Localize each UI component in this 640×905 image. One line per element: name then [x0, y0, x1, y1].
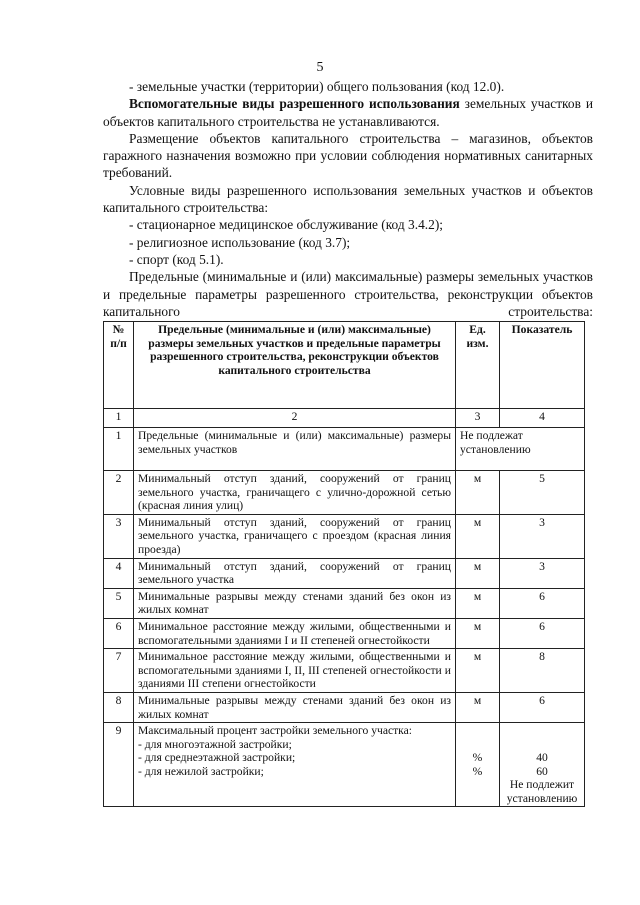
- row-unit: м: [456, 558, 500, 588]
- table-row: [104, 723, 585, 807]
- sub-item-label: - для многоэтажной застройки;: [138, 737, 292, 751]
- row-parameter: Предельные (минимальные и (или) максимальные) размеры земельных участков: [134, 428, 456, 471]
- row-merged-value: Не подлежат установлению: [456, 428, 585, 471]
- row-value: 6: [500, 618, 585, 648]
- column-number: 2: [134, 409, 456, 428]
- row-value: 8: [500, 649, 585, 693]
- column-number-row: [104, 409, 585, 428]
- row-parameter: Минимальный отступ зданий, сооружений от границ земельного участка, граничащего с проездом (красная линия проезда): [134, 514, 456, 558]
- sub-item-value: 60: [536, 764, 548, 778]
- auxiliary-uses-heading: Вспомогательные виды разрешенного использования: [129, 96, 460, 112]
- paragraph-conditional-uses: Условные виды разрешенного использования земельных участков и объектов капитального строительства:: [103, 182, 593, 216]
- table-row: [104, 558, 585, 588]
- row-parameter: Минимальный отступ зданий, сооружений от границ земельного участка: [134, 558, 456, 588]
- row-parameter: Минимальный отступ зданий, сооружений от границ земельного участка, граничащего с улично-дорожной сетью (красная линия улиц): [134, 471, 456, 515]
- table-row: [104, 588, 585, 618]
- row-number: 7: [104, 649, 134, 693]
- auxiliary-uses-text: земельных участков и объектов капитального строительства не устанавливаются.: [103, 96, 593, 129]
- body-text: [103, 78, 593, 320]
- row-unit: м: [456, 618, 500, 648]
- row-parameter: Минимальные разрывы между стенами зданий без окон из жилых комнат: [134, 692, 456, 722]
- table-row: [104, 428, 585, 471]
- column-number: 1: [104, 409, 134, 428]
- table-row: [104, 649, 585, 693]
- row-value: 3: [500, 558, 585, 588]
- row-number: 9: [104, 723, 134, 807]
- sub-item-value: 40: [536, 751, 548, 765]
- parameters-table: [103, 321, 585, 807]
- paragraph-auxiliary-uses: [103, 95, 593, 130]
- list-item-sport: - спорт (код 5.1).: [129, 251, 224, 267]
- row-number: 4: [104, 558, 134, 588]
- row-parameter: Минимальное расстояние между жилыми, общественными и вспомогательными зданиями I, II, III степеней огнестойкости и зданиями III степени огнестойкости: [134, 649, 456, 693]
- list-item-religious: - религиозное использование (код 3.7);: [129, 234, 351, 250]
- table-header-row: [104, 322, 585, 409]
- row-unit: м: [456, 588, 500, 618]
- list-item-medical: - стационарное медицинское обслуживание (код 3.4.2);: [129, 217, 443, 233]
- paragraph-public-land: - земельные участки (территории) общего пользования (код 12.0).: [129, 79, 505, 94]
- header-number: № п/п: [104, 322, 134, 409]
- row-unit: м: [456, 514, 500, 558]
- row-parameter: [134, 723, 456, 807]
- row-number: 2: [104, 471, 134, 515]
- sub-item-unit: %: [472, 764, 483, 778]
- row-number: 8: [104, 692, 134, 722]
- page-number: 5: [316, 60, 324, 75]
- sub-item-label: - для нежилой застройки;: [138, 764, 264, 778]
- row-number: 3: [104, 514, 134, 558]
- row-value: 5: [500, 471, 585, 515]
- column-number: 4: [500, 409, 585, 428]
- paragraph-limits-intro: Предельные (минимальные и (или) максимальные) размеры земельных участков и предельные параметры разрешенного строительства, реконструкции объектов капитального строительства:: [103, 269, 593, 319]
- sub-item-label: - для среднеэтажной застройки;: [138, 751, 296, 765]
- sub-item-value: Не подлежит установлению: [506, 778, 578, 805]
- table-row: [104, 471, 585, 515]
- header-value: Показатель: [500, 322, 585, 409]
- row-parameter: Минимальное расстояние между жилыми, общественными и вспомогательными зданиями I и II степеней огнестойкости: [134, 618, 456, 648]
- table-row: [104, 692, 585, 722]
- row-number: 1: [104, 428, 134, 471]
- header-unit: Ед. изм.: [456, 322, 500, 409]
- row-parameter: Минимальные разрывы между стенами зданий без окон из жилых комнат: [134, 588, 456, 618]
- row-unit: м: [456, 692, 500, 722]
- sub-item-unit: %: [472, 751, 483, 765]
- row-value: [500, 723, 585, 807]
- row-value: 6: [500, 588, 585, 618]
- row-number: 5: [104, 588, 134, 618]
- column-number: 3: [456, 409, 500, 428]
- row-parameter-title: Максимальный процент застройки земельного участка:: [138, 724, 413, 738]
- row-number: 6: [104, 618, 134, 648]
- row-value: 6: [500, 692, 585, 722]
- table-row: [104, 618, 585, 648]
- row-value: 3: [500, 514, 585, 558]
- row-unit: м: [456, 649, 500, 693]
- row-unit: [456, 723, 500, 807]
- header-parameter: Предельные (минимальные и (или) максимальные) размеры земельных участков и предельные параметры разрешенного строительства, реконструкции объектов капитального строительства: [134, 322, 456, 409]
- table-row: [104, 514, 585, 558]
- paragraph-placement: Размещение объектов капитального строительства – магазинов, объектов гаражного назначения возможно при условии соблюдения нормативных санитарных требований.: [103, 130, 593, 181]
- row-unit: м: [456, 471, 500, 515]
